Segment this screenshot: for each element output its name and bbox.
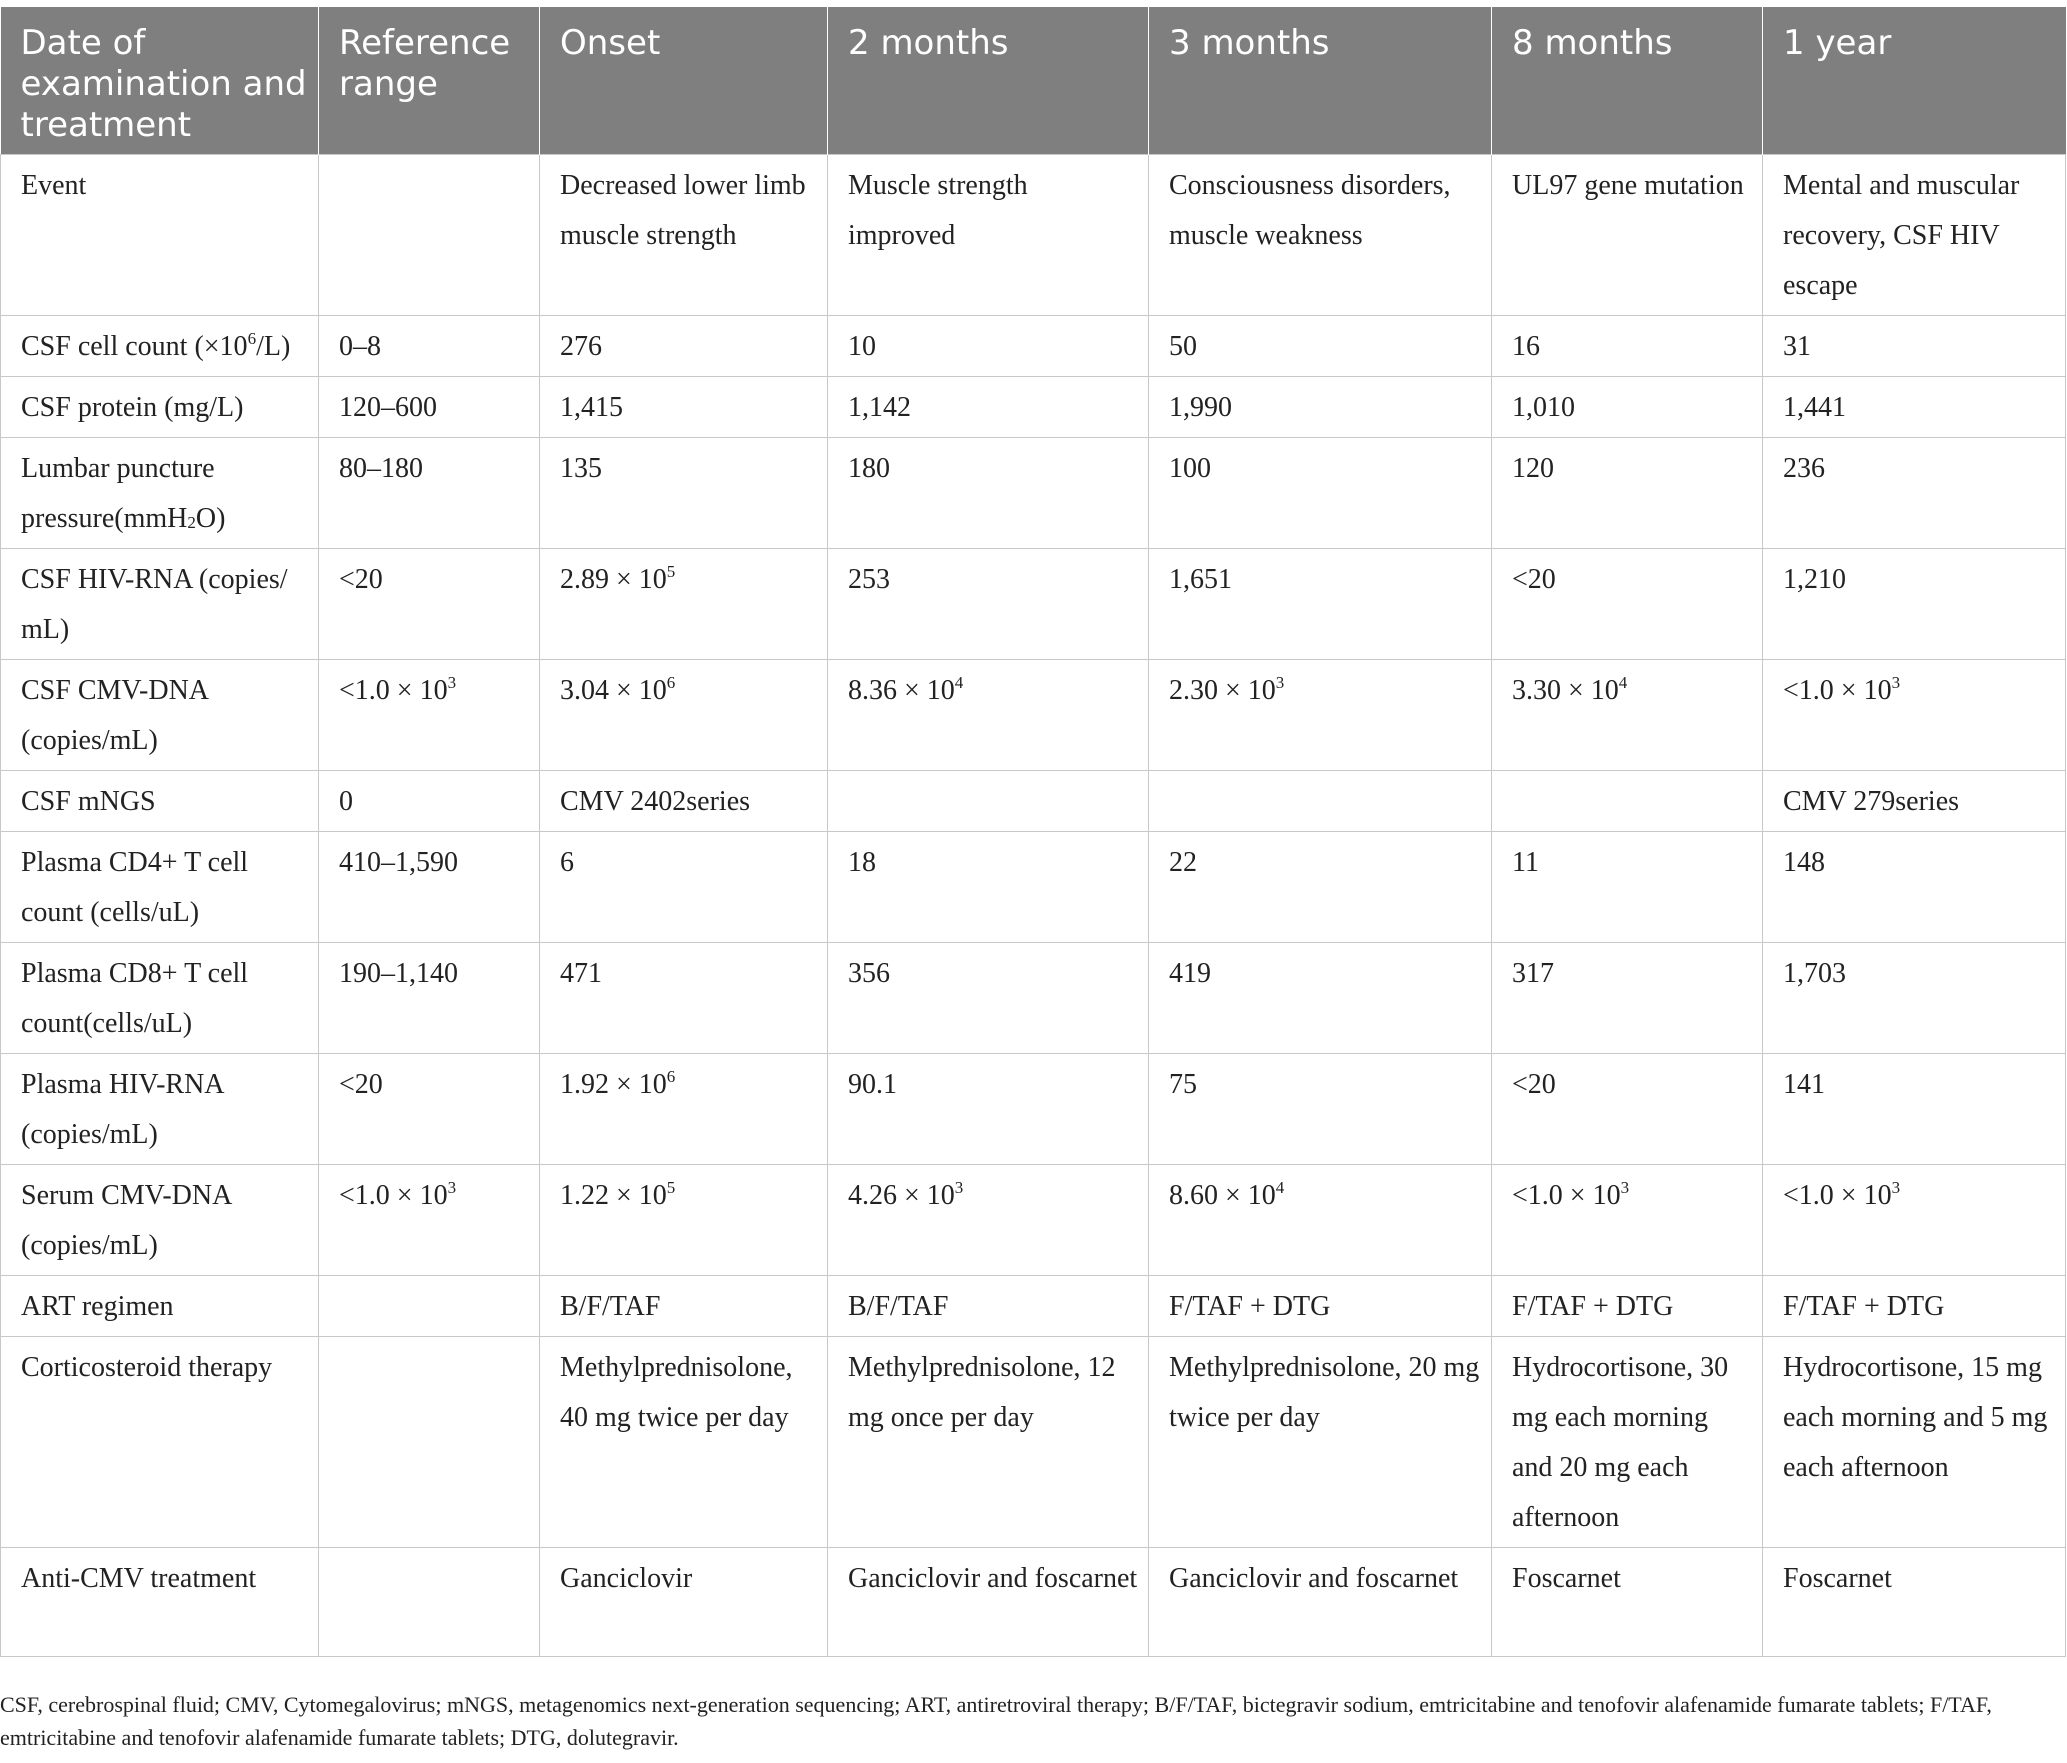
table-cell: Ganciclovir and foscarnet	[1149, 1548, 1492, 1657]
table-cell: 148	[1763, 832, 2066, 943]
table-cell: 22	[1149, 832, 1492, 943]
row-label: Serum CMV-DNA (copies/mL)	[1, 1165, 319, 1276]
clinical-course-table	[0, 7, 2066, 1657]
table-cell: 18	[828, 832, 1149, 943]
column-header: 2 months	[828, 7, 1149, 155]
table-cell: $3.04 \times 10^6$	[540, 660, 828, 771]
table-cell: $8.60 \times 10^4$	[1149, 1165, 1492, 1276]
table-cell: 1,210	[1763, 549, 2066, 660]
table-cell: 1,990	[1149, 377, 1492, 438]
table-cell: Foscarnet	[1492, 1548, 1763, 1657]
table-cell: 190–1,140	[319, 943, 540, 1054]
table-cell: UL97 gene mutation	[1492, 155, 1763, 316]
table-cell: 16	[1492, 316, 1763, 377]
table-cell: 75	[1149, 1054, 1492, 1165]
table-cell: F/TAF + DTG	[1763, 1276, 2066, 1337]
column-header: Onset	[540, 7, 828, 155]
table-cell: 1,441	[1763, 377, 2066, 438]
table-cell: 356	[828, 943, 1149, 1054]
row-label: Plasma HIV-RNA (copies/mL)	[1, 1054, 319, 1165]
table-cell: <20	[319, 1054, 540, 1165]
table-cell: CMV 2402series	[540, 771, 828, 832]
table-cell: $1.92 \times 10^6$	[540, 1054, 828, 1165]
table-cell: Foscarnet	[1763, 1548, 2066, 1657]
header-row	[1, 7, 2066, 155]
table-cell: 100	[1149, 438, 1492, 549]
table-cell: 1,703	[1763, 943, 2066, 1054]
table-cell: F/TAF + DTG	[1492, 1276, 1763, 1337]
table-cell: F/TAF + DTG	[1149, 1276, 1492, 1337]
row-label: ART regimen	[1, 1276, 319, 1337]
table-cell	[319, 155, 540, 316]
table-cell: Hydrocortisone, 15 mg each morning and 5 mg each afternoon	[1763, 1337, 2066, 1548]
row-label: CSF cell count $(\times 10^6/L)$	[1, 316, 319, 377]
table-cell	[319, 1276, 540, 1337]
table-cell: Consciousness disorders, muscle weakness	[1149, 155, 1492, 316]
table-cell: $<1.0 \times 10^3$	[319, 1165, 540, 1276]
table-row	[1, 1548, 2066, 1657]
column-header: Reference range	[319, 7, 540, 155]
table-cell: $2.89 \times 10^5$	[540, 549, 828, 660]
table-cell: $1.22 \times 10^5$	[540, 1165, 828, 1276]
row-label: Corticosteroid therapy	[1, 1337, 319, 1548]
table-cell: <20	[1492, 549, 1763, 660]
row-label: Anti-CMV treatment	[1, 1548, 319, 1657]
table-cell: 90.1	[828, 1054, 1149, 1165]
table-cell: 180	[828, 438, 1149, 549]
table-cell: 80–180	[319, 438, 540, 549]
table-cell	[1149, 771, 1492, 832]
table-cell: $<1.0 \times 10^3$	[319, 660, 540, 771]
table-cell: 50	[1149, 316, 1492, 377]
table-row	[1, 1337, 2066, 1548]
row-label: CSF mNGS	[1, 771, 319, 832]
table-cell: <20	[1492, 1054, 1763, 1165]
table-row	[1, 943, 2066, 1054]
table-row	[1, 377, 2066, 438]
table-cell: <20	[319, 549, 540, 660]
row-label: Plasma CD8+ T cell count(cells/uL)	[1, 943, 319, 1054]
table-cell: 141	[1763, 1054, 2066, 1165]
table-cell: 135	[540, 438, 828, 549]
table-cell: 471	[540, 943, 828, 1054]
table-cell: Ganciclovir and foscarnet	[828, 1548, 1149, 1657]
row-label: Event	[1, 155, 319, 316]
table-cell: $4.26 \times 10^3$	[828, 1165, 1149, 1276]
table-cell	[319, 1548, 540, 1657]
table-cell	[828, 771, 1149, 832]
table-cell: $<1.0 \times 10^3$	[1763, 660, 2066, 771]
table-cell: $2.30 \times 10^3$	[1149, 660, 1492, 771]
table-cell: Mental and muscular recovery, CSF HIV escape	[1763, 155, 2066, 316]
table-cell: $8.36 \times 10^4$	[828, 660, 1149, 771]
table-cell: CMV 279series	[1763, 771, 2066, 832]
table-cell: 410–1,590	[319, 832, 540, 943]
table-row	[1, 316, 2066, 377]
table-cell	[319, 1337, 540, 1548]
row-label: CSF CMV-DNA (copies/mL)	[1, 660, 319, 771]
row-label: Lumbar puncture pressure(mmH$_2$O)	[1, 438, 319, 549]
table-cell: Hydrocortisone, 30 mg each morning and 20 mg each afternoon	[1492, 1337, 1763, 1548]
table-row	[1, 1276, 2066, 1337]
table-cell: 120	[1492, 438, 1763, 549]
table-cell: 0	[319, 771, 540, 832]
table-cell: 10	[828, 316, 1149, 377]
table-cell	[1492, 771, 1763, 832]
table-cell: Muscle strength improved	[828, 155, 1149, 316]
table-cell: B/F/TAF	[540, 1276, 828, 1337]
table-cell: 317	[1492, 943, 1763, 1054]
table-row	[1, 1165, 2066, 1276]
table-cell: Methylprednisolone, 12 mg once per day	[828, 1337, 1149, 1548]
row-label: Plasma CD4+ T cell count (cells/uL)	[1, 832, 319, 943]
table-row	[1, 771, 2066, 832]
table-cell: 276	[540, 316, 828, 377]
column-header: 8 months	[1492, 7, 1763, 155]
table-row	[1, 660, 2066, 771]
column-header: Date of examination and treatment	[1, 7, 319, 155]
table-cell: 253	[828, 549, 1149, 660]
column-header: 1 year	[1763, 7, 2066, 155]
table-cell: Methylprednisolone, 40 mg twice per day	[540, 1337, 828, 1548]
table-cell: $<1.0 \times 10^3$	[1492, 1165, 1763, 1276]
row-label: CSF protein (mg/L)	[1, 377, 319, 438]
table-row	[1, 1054, 2066, 1165]
table-cell: 120–600	[319, 377, 540, 438]
table-cell: 1,010	[1492, 377, 1763, 438]
table-cell: Ganciclovir	[540, 1548, 828, 1657]
table-row	[1, 155, 2066, 316]
table-cell: 1,651	[1149, 549, 1492, 660]
table-row	[1, 832, 2066, 943]
table-cell: Methylprednisolone, 20 mg twice per day	[1149, 1337, 1492, 1548]
table-row	[1, 549, 2066, 660]
column-header: 3 months	[1149, 7, 1492, 155]
table-cell: $<1.0 \times 10^3$	[1763, 1165, 2066, 1276]
table-row	[1, 438, 2066, 549]
table-container	[0, 7, 2067, 1657]
table-cell: 1,142	[828, 377, 1149, 438]
table-body	[1, 155, 2066, 1657]
table-cell: Decreased lower limb muscle strength	[540, 155, 828, 316]
table-cell: 1,415	[540, 377, 828, 438]
table-cell: 6	[540, 832, 828, 943]
table-cell: 11	[1492, 832, 1763, 943]
row-label: CSF HIV-RNA (copies/ mL)	[1, 549, 319, 660]
table-cell: 419	[1149, 943, 1492, 1054]
table-cell: B/F/TAF	[828, 1276, 1149, 1337]
table-cell: 0–8	[319, 316, 540, 377]
table-cell: 236	[1763, 438, 2066, 549]
table-cell: $3.30 \times 10^4$	[1492, 660, 1763, 771]
table-cell: 31	[1763, 316, 2066, 377]
table-footnote: CSF, cerebrospinal fluid; CMV, Cytomegalovirus; mNGS, metagenomics next-generation sequencing; ART, antiretroviral therapy; B/F/TAF, bictegravir sodium, emtricitabine and tenofovir alafenamide fumarate tablets; F/TAF, emtricitabine and tenofovir alafenamide fumarate tablets; DTG, dolutegravir.	[0, 1692, 1992, 1750]
